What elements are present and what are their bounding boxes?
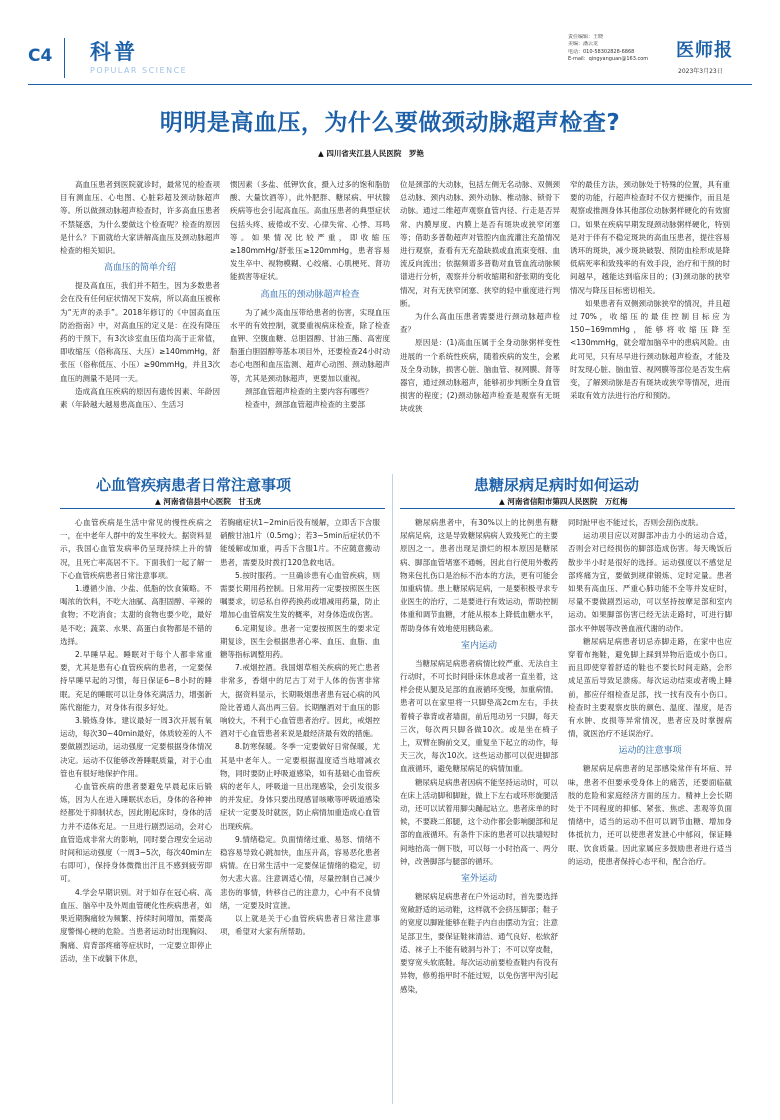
- paragraph: 同时趾甲也不能过长，否则会刮伤皮肤。: [568, 518, 703, 527]
- paragraph: 9.情绪稳定。负面情绪过重、易怒、情绪不稳容易导致心跳加快，血压升高，容易恶化患者病情。在日常生活中一定要保证情绪的稳定，切勿大悲大喜。注意调适心情，尽量控制自己减少悲伤的事情，转移自己的注意力，心中有不良情绪，一定要及时宣泄。: [220, 834, 380, 910]
- header-divider: [64, 38, 65, 78]
- paragraph: 心血管疾病是生活中常见的慢性疾病之一，在中老年人群中的发生率较大。据资料显示，我国心血管发病率仍呈现持续上升的情况，且死亡率高居不下。下面我们一起了解一下心血管疾病患者日常注意事项。: [60, 518, 212, 580]
- section-rule: [400, 508, 735, 509]
- article-title-diabetic-foot: 患糖尿病足病时如何运动: [474, 476, 640, 494]
- editor-line: 责任编辑：王晓: [568, 34, 604, 40]
- paragraph: 原因是：(1)高血压属于全身动脉粥样变性进展的一个系统性疾病，随着疾病的发生，会累及全身动脉，损害心脏、脑血管、视网膜、肾等器官，通过颈动脉超声，能够初步判断全身血管损害的程度；(2)颈动脉超声检查是观察有无斑块或狭: [400, 338, 560, 414]
- paragraph: 若胸痛症状1~2min后没有缓解，立即舌下含服硝酸甘油1片（0.5mg）；若3~5min后症状仍不能缓解或加重，再舌下含服1片。不应随意搬动患者，需要及时拨打120急救电话。: [220, 518, 380, 567]
- paragraph: 为了减少高血压带给患者的伤害，实现血压水平的有效控制，就要重视病床检查，除了检查血钾、空腹血糖、总胆固醇、甘油三酯、高密度脂蛋白胆固醇等基本项目外，还要检查24小时动态心电图和血压监测、超声心动图、颈动脉超声等，尤其是颈动脉超声，更要加以重视。: [230, 307, 390, 383]
- article-column: [570, 178, 730, 468]
- paragraph: 当糖尿病足病患者病情比较严重、无法自主行动时，不可长时间卧床休息或者一直坐着，这样会使从腿及足部的血液循环变慢，加重病情。患者可以在家里将一只脚垫高2cm左右，手扶着椅子靠背或者墙面，前后甩动另一只脚，每天三次，每次两只脚各做10次。或是坐在椅子上，双臂在胸前交叉，重复坐下起立的动作，每天三次，每次10次。这些运动都可以促进脚部血液循环，避免糖尿病足的病情加重。: [400, 658, 558, 774]
- subheading: 高血压的简单介绍: [103, 263, 176, 274]
- article-column: [60, 516, 212, 1106]
- section-title: 科普: [90, 40, 138, 64]
- paragraph: 高血压患者到医院就诊时，最常见的检查项目有测血压、心电图、心脏彩超及颈动脉超声等。所以做颈动脉超声检查时，许多高血压患者不禁疑惑，为什么要做这个检查呢？检查的原因是什么？下面就给大家讲解高血压及颈动脉超声检查的相关知识。: [60, 180, 220, 256]
- section-rule: [60, 508, 385, 509]
- subheading: 运动的注意事项: [618, 746, 682, 757]
- article-column: [220, 516, 380, 1106]
- paragraph: 5.按时服药。一旦确诊患有心血管疾病，则需要长期用药控制。日常用药一定要按照医生医嘱要求，切忌私自停药换药或增减用药量，防止增加心血管病发生发的概率，对身体造成伤害。: [220, 570, 380, 620]
- email-line: E-mail：qingyanguan@163.com: [568, 56, 649, 63]
- paragraph: 糖尿病足病患者在户外运动时，首先要选择宽敞舒适的运动鞋，这样就不会挤压脚部；鞋子的宽度以脚趾能够在鞋子内自由摆动为宜；注意足部卫生，要保证鞋袜清洁、通气良好、松软舒适、袜子上不能有破洞与补丁；不可以穿皮鞋，要穿宽头软底鞋。每次运动前要检查鞋内有没有异物，修剪指甲时不能过短，以免伤害甲沟引起感染，: [400, 892, 558, 994]
- paragraph: 以上就是关于心血管疾病患者日常注意事项，希望对大家有所帮助。: [220, 914, 380, 937]
- paragraph: 4.学会早期识别。对于如存在冠心病、高血压、脑卒中及外周血管硬化性疾病患者，如果近期胸痛较为频繁、持续时间增加，需要高度警惕心梗的危险。当患者运动时出现胸闷、胸痛、肩背部疼痛等症状时，一定要立即停止活动，坐下或躺下休息，: [60, 887, 212, 963]
- paragraph: 窄的最佳方法，颈动脉处于特殊的位置，具有重要的功能，行超声检查时不仅方便操作，而且是观察或推测身体其他部位动脉粥样硬化的有效窗口。如果在疾病早期发现颈动脉粥样硬化，特别是对于伴有不稳定斑块的高血压患者，提往容易诱环的斑块，减少斑块破裂、预防血栓形成是降低病死率和致残率的有效手段，治疗和干预的时间越早，越能达到临床目的；(3)颈动脉的狭窄情况与降压目标密切相关。: [570, 180, 730, 295]
- paragraph: 造成高血压疾病的原因有遗传因素、年龄因素（年龄越大越易患高血压）、生活习: [60, 386, 220, 410]
- page-header: [0, 0, 780, 86]
- phone-line: 电话：010-58302828-6868: [568, 48, 635, 55]
- article-byline: ▲ 河南省信县中心医院 甘玉虎: [155, 497, 261, 506]
- subheading: 高血压的颈动脉超声检查: [260, 289, 360, 300]
- article-byline: ▲ 河南省信阳市第四人民医院 万红梅: [499, 497, 628, 506]
- article-title-hypertension: 明明是高血压，为什么要做颈动脉超声检查?: [159, 110, 621, 136]
- paragraph: 颈部血管超声检查的主要内容有哪些？: [245, 386, 373, 396]
- article-byline: ▲ 四川省夹江县人民医院 罗艳: [318, 149, 424, 158]
- column-divider: [392, 474, 393, 1104]
- newspaper-logo: 医师报: [676, 40, 733, 61]
- paragraph: 惯因素（多盐、低钾饮食，摄入过多的饱和脂肪酸、大量饮酒等），此外肥胖、糖尿病、甲状腺疾病等也会引起高血压。高血压患者的典型症状包括头疼、疲倦或不安、心律失常、心悸、耳鸣等。如果情况比较严重，即收缩压≥180mmHg/舒张压≥120mmHg，患者容易发生卒中、视物模糊、心绞痛、心肌梗死、肾功能损害等症状。: [230, 180, 390, 282]
- paragraph: 糖尿病足病患者因病不能坚持运动时，可以在床上活动脚和脚趾，做上下左右或环形旋腿活动，还可以试着用脚尖蹦起站立。患者床单的时候，不要跷二郎腿，这个动作都会影响腿部和足部的血液循环。有条件下床的患者可以扶墙短时间地抬高一侧下肢，可以每一小时抬高一、两分钟，改善脚部与腿部的循环。: [400, 777, 558, 866]
- paragraph: 糖尿病患者中，有30%以上的比例患有糖尿病足病，这是导致糖尿病病人致残死亡的主要原因之一。患者出现足溃烂的根本原因是糖尿病、脚部血管堵塞不通畅，因此自行使用外敷药物来包扎伤口是治标不治本的方法，更有可能会加重病情。患上糖尿病足病，一是要积极寻求专业医生的治疗，二是要进行有效运动，帮助控制体重和调节血糖，才能从根本上降低血糖水平，帮助身体有效地使用胰岛素。: [400, 518, 558, 633]
- article-column: [400, 516, 558, 1106]
- paragraph: 如果患者有双侧颈动脉狭窄的情况，并且超过70%，收缩压的最佳控制目标应为150~169mmHg，能够将收缩压降至<130mmHg，就会增加脑卒中的患病风险。由此可见，只有尽早进行颈动脉超声检查，才能及时发现心脏、脑血管、视网膜等部位是否发生病变，了解颈动脉是否有斑块或狭窄等情况，进而采取有效方法进行治疗和预防。: [570, 298, 730, 401]
- paragraph: 1.遵循少油、少盐、低脂的饮食策略。不喝浓的饮料，不吃大油腻、高胆固醇、辛辣的食物；不吃消食；太甜的食物也要少吃，最好是不吃；蔬菜、水果、高蛋白食物都是不错的选择。: [60, 584, 212, 646]
- paragraph: 位是颈部的大动脉，包括左侧无名动脉、双侧颈总动脉、颈内动脉、颈外动脉、椎动脉、锁骨下动脉。通过二维超声观察血管内径、行走是否异常、内膜厚度、内膜上是否有斑块或狭窄闭塞等；借助多普勒超声对管腔内血流灌注充盈情况进行观察，查看有无充盈缺损或血流束变细、血流反向流出；依据频谱多普勒对血管血流动脉频谱进行分析，观察并分析收缩期和舒张期的变化情况，对有无狭窄闭塞、狭窄的轻中重度进行判断。: [400, 180, 560, 308]
- page-number: C4: [28, 46, 53, 66]
- designer-line: 美编：潘云龙: [568, 41, 599, 48]
- editor-credits: [568, 34, 668, 64]
- article-column: [400, 178, 560, 468]
- paragraph: 糖尿病足病患者切忌赤脚走路，在家中也应穿着布拖鞋，避免脚上踩到异物后造成小伤口。而且即使穿着舒适的鞋也不要长时间走路，会形成足茧后导致足溃疡。每次运动结束或者晚上睡前，都应仔细检查足部，找一找有没有小伤口。检查时主要观察皮肤的颜色、温度、湿度，是否有水肿、皮损等异常情况，患者应及时掌握病情，就医治疗不延误治疗。: [568, 636, 732, 739]
- paragraph: 检查中，颈部血管超声检查的主要部: [245, 400, 365, 410]
- article-title-cardiovascular: 心血管疾病患者日常注意事项: [96, 476, 292, 494]
- article-column: [60, 178, 220, 468]
- paragraph: 运动项目应以对脚部冲击力小的运动合适，否则会对已经损伤的脚部造成伤害。每天晚饭后散步半小时是很好的选择。运动强度以不感觉足部疼痛为宜，要做到规律锻炼、定时定量。患者如果有高血压、严重心肺功能不全等并发症时，尽量不要做剧烈运动，可以坚持按摩足部和室内运动。如果脚部伤害已经无法走路时，可进行脚部水平伸展等改善血液代谢的动作。: [568, 531, 732, 633]
- article-column: [230, 178, 390, 468]
- publication-date: 2023年3月23日: [678, 68, 723, 75]
- paragraph: 7.戒烟控酒。我国烟草相关疾病的死亡患者非常多，香烟中的尼古丁对于人体的伤害非常大，据资料显示，长期吸烟患者患有冠心病的风险比普通人高出两三倍。长期酗酒对于血压的影响较大，不利于心血管患者治疗。因此，戒烟控酒对于心血管患者来说是最经济最有效的措施。: [220, 663, 380, 739]
- paragraph: 6.定期复诊。患者一定要按照医生的要求定期复诊，医生会根据患者心率、血压、血脂、血糖等指标调整用药。: [220, 623, 380, 660]
- header-rule: [28, 84, 752, 85]
- paragraph: 3.锻炼身体。建议最好一周3次开展有氧运动，每次30~40min最好，体质较差的人不要做剧烈运动，运动强度一定要根据身体情况决定。运动不仅能够改善睡眠质量，对于心血管也有很好地保护作用。: [60, 716, 212, 778]
- paragraph: 为什么高血压患者需要进行颈动脉超声检查？: [400, 312, 560, 335]
- section-subtitle-en: POPULAR SCIENCE: [90, 66, 188, 75]
- paragraph: 糖尿病足病患者的足部感染常伴有坏疽、异味，患者不但要承受身体上的痛苦，还要面临截肢的危险和家庭经济方面的压力。精神上会长期处于不同程度的抑郁、紧张、焦虑、悲观等负面情绪中，适当的运动不但可以调节血糖、增加身体抵抗力，还可以使患者发泄心中郁闷，保证睡眠、饮食质量。因此家属应多鼓励患者进行适当的运动，使患者保持心态平和，配合治疗。: [568, 764, 732, 866]
- paragraph: 2.早睡早起。睡眠对于每个人都非常重要，尤其是患有心血管疾病的患者，一定要保持早睡早起的习惯，每日保证6~8小时的睡眠。充足的睡眠可以让身体充满活力，增强新陈代谢能力，对身体有很多好处。: [60, 650, 212, 712]
- article-column: [568, 516, 732, 1106]
- paragraph: 提及高血压，我们并不陌生，因为多数患者会在没有任何症状情况下发病，所以高血压被称为“无声的杀手”。2018年修订的《中国高血压防治指南》中，对高血压的定义是：在没有降压药的干预下，有3次诊室血压值均高于正常值，即收缩压（俗称高压、大压）≥140mmHg，舒张压（俗称低压、小压）≥90mmHg，并且3次血压的测量不是同一天。: [60, 281, 220, 383]
- subheading: 室内运动: [460, 640, 497, 651]
- paragraph: 8.防寒保暖。冬季一定要做好日常保暖，尤其是中老年人。一定要根据温度适当地增减衣物，同时要防止呼吸道感染，如有基础心血管疾病的老年人，呼吸道一旦出现感染，会引发很多的并发症。身体只要出现感冒咳嗽等呼吸道感染症状一定要及时就医，防止病情加重造成心血管出现疾病。: [220, 742, 380, 831]
- subheading: 室外运动: [460, 874, 497, 885]
- paragraph: 心血管疾病的患者要避免早晨起床后锻炼，因为人在进入睡眠状态后，身体的各种神经都处于抑制状态，因此刚起床时，身体的活力并不适体充足。一旦进行剧烈运动，会对心血管造成非常大的影响，同时要合理安全运动时间和运动强度（一周3~5次，每次40min左右即可），保持身体微微出汗且不感到疲劳即可。: [60, 782, 212, 884]
